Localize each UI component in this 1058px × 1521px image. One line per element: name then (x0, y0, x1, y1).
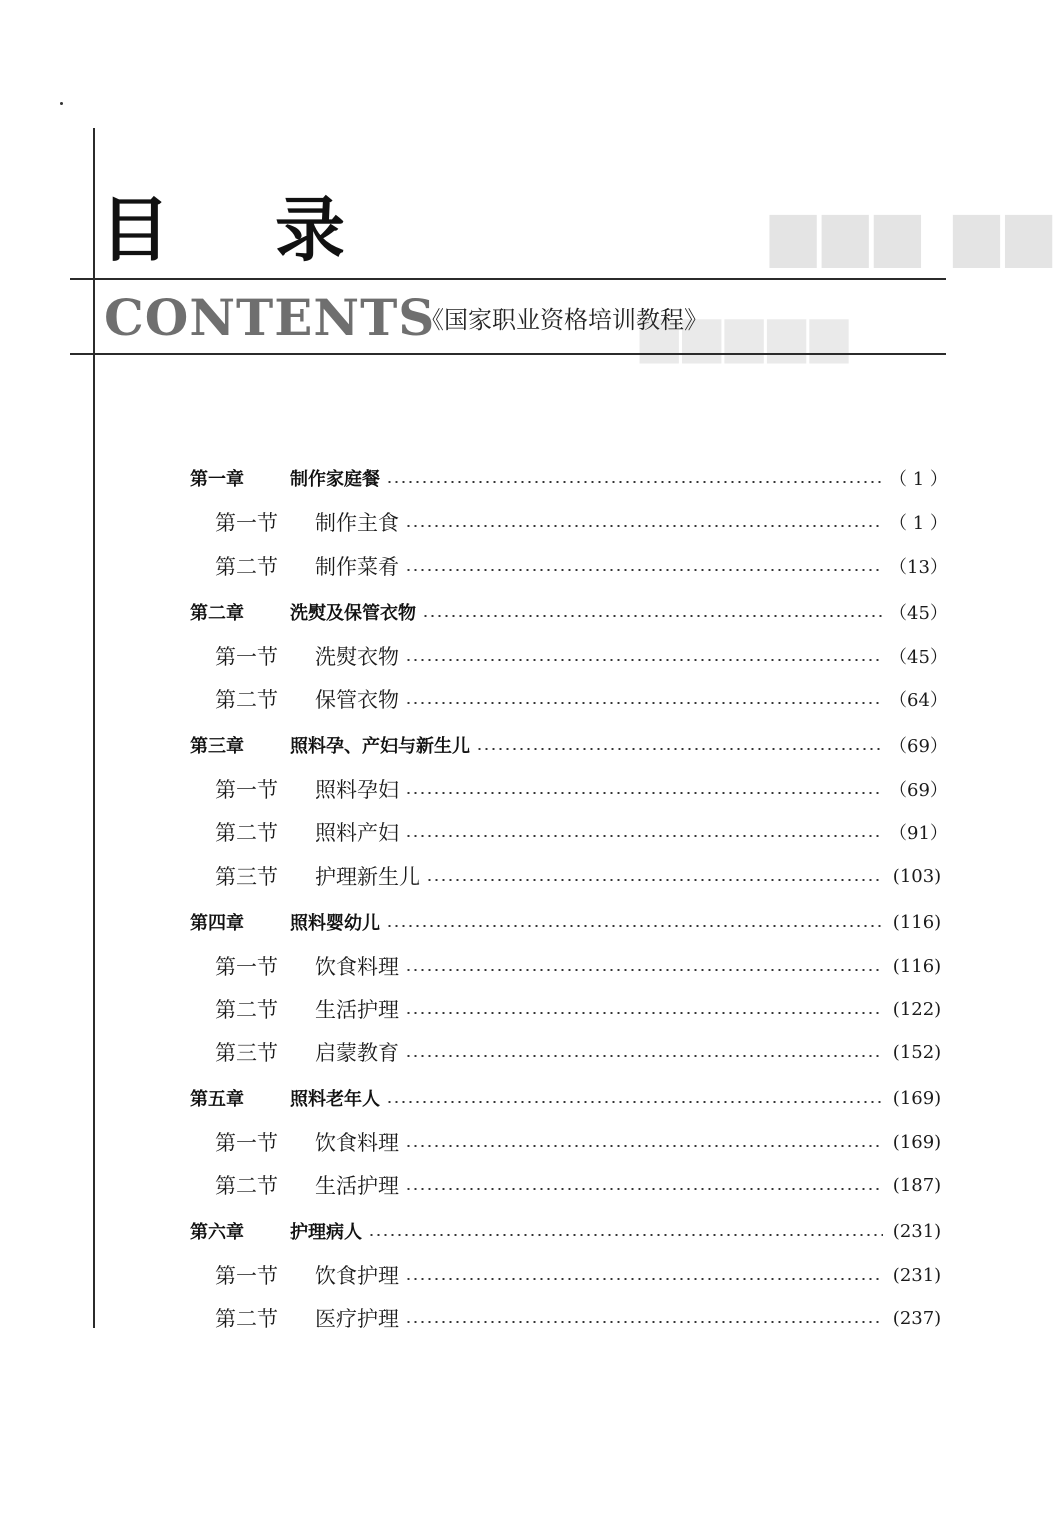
chapter-number: 第六章 (190, 1222, 244, 1243)
section-number: 第一节 (215, 1131, 278, 1155)
toc-chapter-entry (190, 906, 945, 938)
section-number: 第二节 (215, 555, 278, 579)
dot-leader (386, 1101, 883, 1103)
section-number: 第一节 (215, 778, 278, 802)
dot-leader (405, 1188, 883, 1190)
dot-leader (405, 835, 883, 837)
toc-chapter-entry (190, 729, 948, 761)
section-title: 饮食料理 (315, 1131, 399, 1155)
page-number: （ 1 ） (889, 469, 948, 490)
chapter-number: 第一章 (190, 469, 244, 490)
toc-section-entry (215, 683, 948, 715)
section-title: 生活护理 (315, 1174, 399, 1198)
chapter-number: 第二章 (190, 603, 244, 624)
bleed-through-decoration: ▆▆▆ ▆▆ (770, 198, 1058, 268)
toc-section-entry (215, 816, 948, 848)
dot-leader (405, 1145, 883, 1147)
dot-leader (405, 1278, 883, 1280)
toc-section-entry (215, 550, 948, 582)
page-number: (169) (892, 1087, 942, 1109)
page-title-english: CONTENTS (104, 288, 436, 347)
section-title: 饮食护理 (315, 1264, 399, 1288)
page-number: （13） (889, 557, 948, 578)
section-title: 制作菜肴 (315, 555, 399, 579)
dot-leader (405, 969, 883, 971)
dot-leader (405, 792, 883, 794)
section-number: 第一节 (215, 511, 278, 535)
toc-section-entry (215, 993, 945, 1025)
page-number: （64） (889, 690, 948, 711)
section-number: 第二节 (215, 821, 278, 845)
chapter-number: 第五章 (190, 1089, 244, 1110)
section-number: 第一节 (215, 645, 278, 669)
page-number: （ 1 ） (889, 513, 948, 534)
page-number: （69） (889, 736, 948, 757)
toc-section-entry (215, 950, 945, 982)
chapter-title: 制作家庭餐 (290, 469, 380, 490)
chapter-title: 护理病人 (290, 1222, 362, 1243)
dot-leader (422, 615, 883, 617)
page-number: (187) (892, 1174, 942, 1196)
section-title: 生活护理 (315, 998, 399, 1022)
section-title: 洗熨衣物 (315, 645, 399, 669)
page-number: (122) (892, 998, 942, 1020)
page-number: (237) (892, 1307, 942, 1329)
chapter-title: 照料婴幼儿 (290, 913, 380, 934)
toc-section-entry (215, 1036, 945, 1068)
page-number: （91） (889, 823, 948, 844)
section-title: 照料产妇 (315, 821, 399, 845)
section-title: 制作主食 (315, 511, 399, 535)
section-title: 启蒙教育 (315, 1041, 399, 1065)
section-number: 第三节 (215, 865, 278, 889)
dot-leader (405, 525, 883, 527)
chapter-title: 照料孕、产妇与新生儿 (290, 736, 470, 757)
toc-section-entry (215, 640, 948, 672)
section-title: 护理新生儿 (315, 865, 420, 889)
toc-chapter-entry (190, 1082, 945, 1114)
dot-leader (426, 879, 883, 881)
bleed-through-decoration: ▆▆▆▆▆ (640, 304, 853, 363)
toc-section-entry (215, 773, 948, 805)
page-number: (116) (892, 955, 942, 977)
section-number: 第一节 (215, 1264, 278, 1288)
page-number: （45） (889, 647, 948, 668)
chapter-title: 照料老年人 (290, 1089, 380, 1110)
section-title: 照料孕妇 (315, 778, 399, 802)
toc-chapter-entry (190, 1215, 945, 1247)
page-number: (231) (892, 1264, 942, 1286)
dot-leader (476, 748, 883, 750)
dot-leader (405, 569, 883, 571)
dot-leader (405, 1055, 883, 1057)
book-title: 《国家职业资格培训教程》 (420, 306, 708, 334)
section-number: 第二节 (215, 688, 278, 712)
section-number: 第三节 (215, 1041, 278, 1065)
toc-section-entry (215, 506, 948, 538)
dot-leader (386, 925, 883, 927)
page-number: （69） (889, 780, 948, 801)
section-number: 第二节 (215, 998, 278, 1022)
section-number: 第一节 (215, 955, 278, 979)
chapter-number: 第四章 (190, 913, 244, 934)
section-title: 医疗护理 (315, 1307, 399, 1331)
chapter-number: 第三章 (190, 736, 244, 757)
dot-leader (405, 1012, 883, 1014)
page-number: (169) (892, 1131, 942, 1153)
toc-chapter-entry (190, 596, 948, 628)
chapter-title: 洗熨及保管衣物 (290, 603, 416, 624)
page-number: (152) (892, 1041, 942, 1063)
page-number: (103) (892, 865, 942, 887)
toc-chapter-entry (190, 462, 948, 494)
section-title: 饮食料理 (315, 955, 399, 979)
page-number: (231) (892, 1220, 942, 1242)
toc-section-entry (215, 1126, 945, 1158)
dot-leader (405, 659, 883, 661)
dot-leader (368, 1234, 883, 1236)
dot-leader (405, 1321, 883, 1323)
page-number: (116) (892, 911, 942, 933)
section-number: 第二节 (215, 1307, 278, 1331)
page-title: 目录 (100, 189, 450, 271)
toc-section-entry (215, 1169, 945, 1201)
section-title: 保管衣物 (315, 688, 399, 712)
toc-section-entry (215, 1259, 945, 1291)
page-number: （45） (889, 603, 948, 624)
toc-section-entry (215, 1302, 945, 1334)
dot-leader (405, 702, 883, 704)
section-number: 第二节 (215, 1174, 278, 1198)
toc-section-entry (215, 860, 945, 892)
dot-leader (386, 481, 883, 483)
